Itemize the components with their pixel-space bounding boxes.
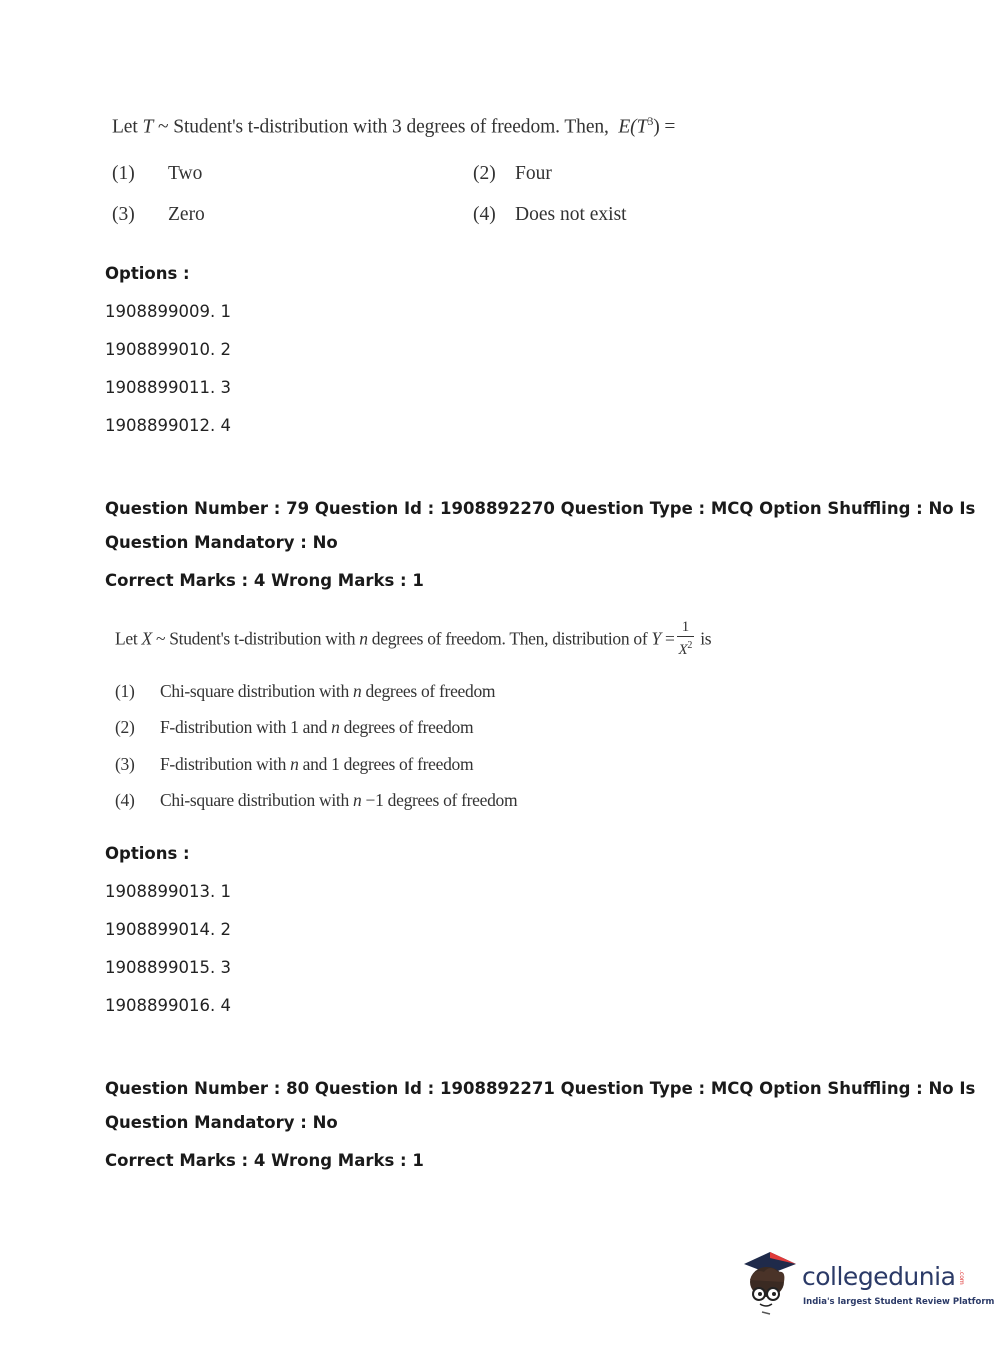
q78-choice-1: (1) Two [112, 163, 203, 184]
q78-option-id-3: 1908899011. 3 [105, 378, 231, 397]
q79-header-line2: Question Mandatory : No [105, 533, 338, 552]
q79-marks: Correct Marks : 4 Wrong Marks : 1 [105, 571, 424, 590]
q78-option-id-2: 1908899010. 2 [105, 340, 231, 359]
q79-options-label: Options : [105, 844, 190, 863]
q79-option-id-4: 1908899016. 4 [105, 996, 231, 1015]
q79-choice-2: (2) F-distribution with 1 and n degrees of freedom [115, 717, 474, 737]
q79-header-line1: Question Number : 79 Question Id : 1908892270 Question Type : MCQ Option Shuffling : No Is [105, 499, 976, 518]
logo-tagline: India's largest Student Review Platform [803, 1297, 995, 1307]
q78-option-id-1: 1908899009. 1 [105, 302, 231, 321]
q78-stem: Let T ~ Student's t-distribution with 3 degrees of freedom. Then, $E(T^3)$ = [112, 114, 676, 138]
q78-options-label: Options : [105, 264, 190, 283]
q78-option-id-4: 1908899012. 4 [105, 416, 231, 435]
q80-header-line1: Question Number : 80 Question Id : 1908892271 Question Type : MCQ Option Shuffling : No Is [105, 1079, 976, 1098]
q78-choice-4: (4) Does not exist [473, 204, 627, 225]
q80-header-line2: Question Mandatory : No [105, 1113, 338, 1132]
q79-option-id-3: 1908899015. 3 [105, 958, 231, 977]
q79-option-id-1: 1908899013. 1 [105, 882, 231, 901]
q79-choice-4: (4) Chi-square distribution with n −1 degrees of freedom [115, 790, 518, 810]
collegedunia-mascot-icon [740, 1250, 802, 1316]
q79-fraction: $\frac{1}{X^2}$ [678, 619, 693, 658]
logo-com: .com [958, 1270, 965, 1285]
q79-option-id-2: 1908899014. 2 [105, 920, 231, 939]
q79-choice-1: (1) Chi-square distribution with n degrees of freedom [115, 681, 496, 701]
q80-marks: Correct Marks : 4 Wrong Marks : 1 [105, 1151, 424, 1170]
logo-wordmark: collegedunia [802, 1262, 956, 1291]
q79-choice-3: (3) F-distribution with n and 1 degrees of freedom [115, 754, 474, 774]
q78-choice-3: (3) Zero [112, 204, 205, 225]
q78-choice-2: (2) Four [473, 163, 552, 184]
q79-stem: Let X ~ Student's t-distribution with n degrees of freedom. Then, distribution of Y = $\frac{1}{X^2}$ is [115, 619, 712, 658]
